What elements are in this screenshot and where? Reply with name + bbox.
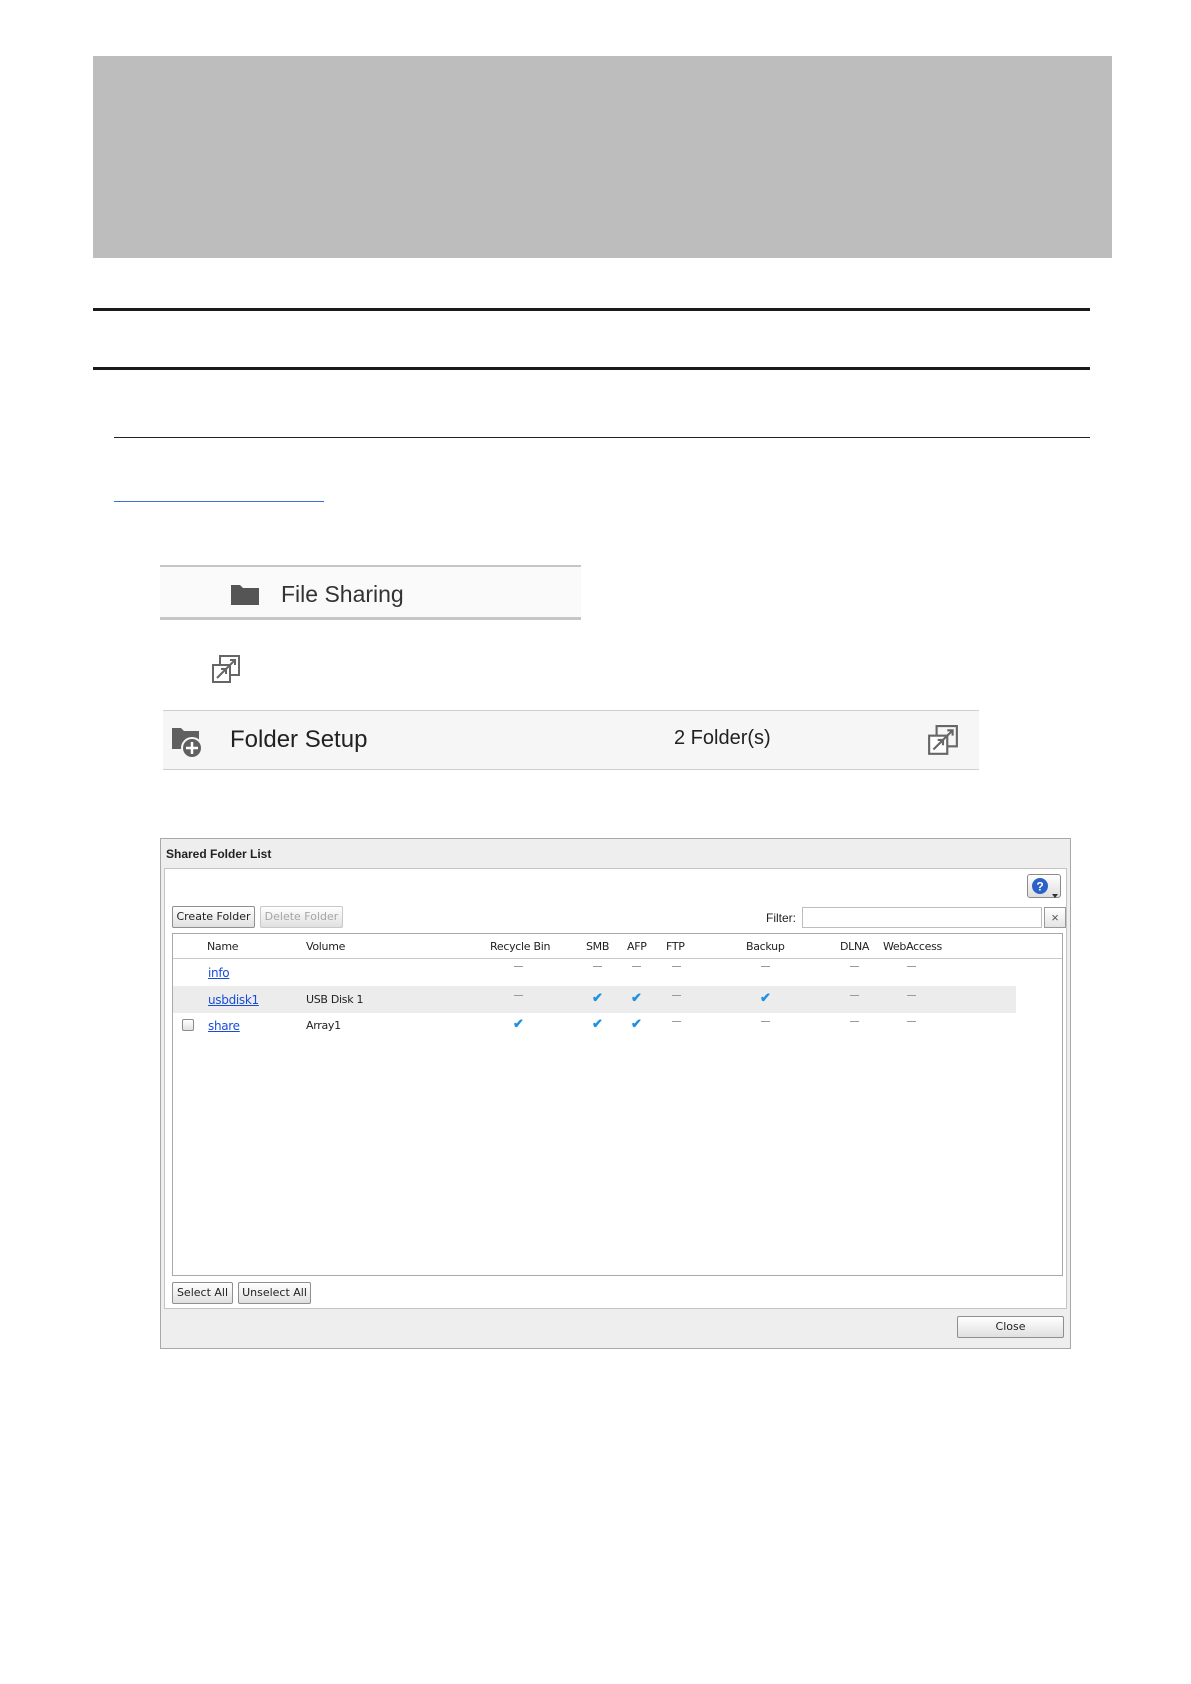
filter-input[interactable] [802,907,1042,928]
column-header-recycle-bin[interactable]: Recycle Bin [490,940,551,953]
file-sharing-tile[interactable] [160,565,581,620]
volume-cell: Array1 [306,1019,341,1032]
row-checkbox[interactable] [182,1019,194,1031]
column-header-dlna[interactable]: DLNA [840,940,870,953]
filter-clear-button[interactable] [1044,907,1066,928]
folder-name-link[interactable]: usbdisk1 [208,993,259,1007]
folder-setup-row[interactable] [163,710,979,770]
dash-icon [632,966,641,967]
dash-icon [907,995,916,996]
dash-icon [514,966,523,967]
table-row[interactable] [173,1012,1016,1039]
close-icon: × [1051,910,1059,925]
link-underline[interactable] [114,501,324,502]
delete-folder-button[interactable]: Delete Folder [260,906,343,928]
svg-text:?: ? [1036,879,1044,894]
divider-middle [93,367,1090,370]
column-header-backup[interactable]: Backup [746,940,785,953]
help-button[interactable] [1027,874,1061,898]
dash-icon [672,1021,681,1022]
folder-setup-label: Folder Setup [230,726,368,753]
dash-icon [672,966,681,967]
table-row[interactable] [173,986,1016,1013]
check-icon: ✔ [760,990,771,1005]
check-icon: ✔ [592,1016,603,1031]
folder-add-icon [170,724,206,765]
column-header-afp[interactable]: AFP [627,940,647,953]
table-header [173,934,1062,959]
column-header-ftp[interactable]: FTP [666,940,685,953]
dash-icon [850,995,859,996]
select-all-button[interactable]: Select All [172,1282,233,1304]
unselect-all-button[interactable]: Unselect All [238,1282,311,1304]
column-header-webaccess[interactable]: WebAccess [883,940,942,953]
dash-icon [761,1021,770,1022]
check-icon: ✔ [631,1016,642,1031]
chevron-down-icon [1052,885,1058,903]
dash-icon [907,966,916,967]
expand-icon[interactable] [211,655,241,690]
file-sharing-label: File Sharing [281,581,404,607]
folder-name-link[interactable]: share [208,1019,240,1033]
filter-label: Filter: [766,911,796,925]
dialog-body [164,868,1067,1309]
folder-table [172,933,1063,1276]
dash-icon [514,995,523,996]
expand-icon[interactable] [927,725,959,762]
folder-name-link[interactable]: info [208,966,230,980]
check-icon: ✔ [513,1016,524,1031]
divider-section [114,437,1090,438]
help-icon [1031,877,1049,900]
volume-cell: USB Disk 1 [306,993,364,1006]
check-icon: ✔ [592,990,603,1005]
dialog-title: Shared Folder List [166,847,272,861]
table-row[interactable] [173,959,1016,986]
dash-icon [761,966,770,967]
column-header-name[interactable]: Name [207,940,239,953]
dash-icon [850,1021,859,1022]
shared-folder-list-dialog [160,838,1071,1349]
close-button[interactable]: Close [957,1316,1064,1338]
header-banner [93,56,1112,258]
column-header-volume[interactable]: Volume [306,940,346,953]
create-folder-button[interactable]: Create Folder [172,906,255,928]
column-header-smb[interactable]: SMB [586,940,610,953]
folder-count: 2 Folder(s) [674,727,771,749]
dash-icon [850,966,859,967]
dash-icon [672,995,681,996]
folder-icon [230,582,260,611]
dash-icon [593,966,602,967]
dash-icon [907,1021,916,1022]
divider-top [93,308,1090,311]
check-icon: ✔ [631,990,642,1005]
